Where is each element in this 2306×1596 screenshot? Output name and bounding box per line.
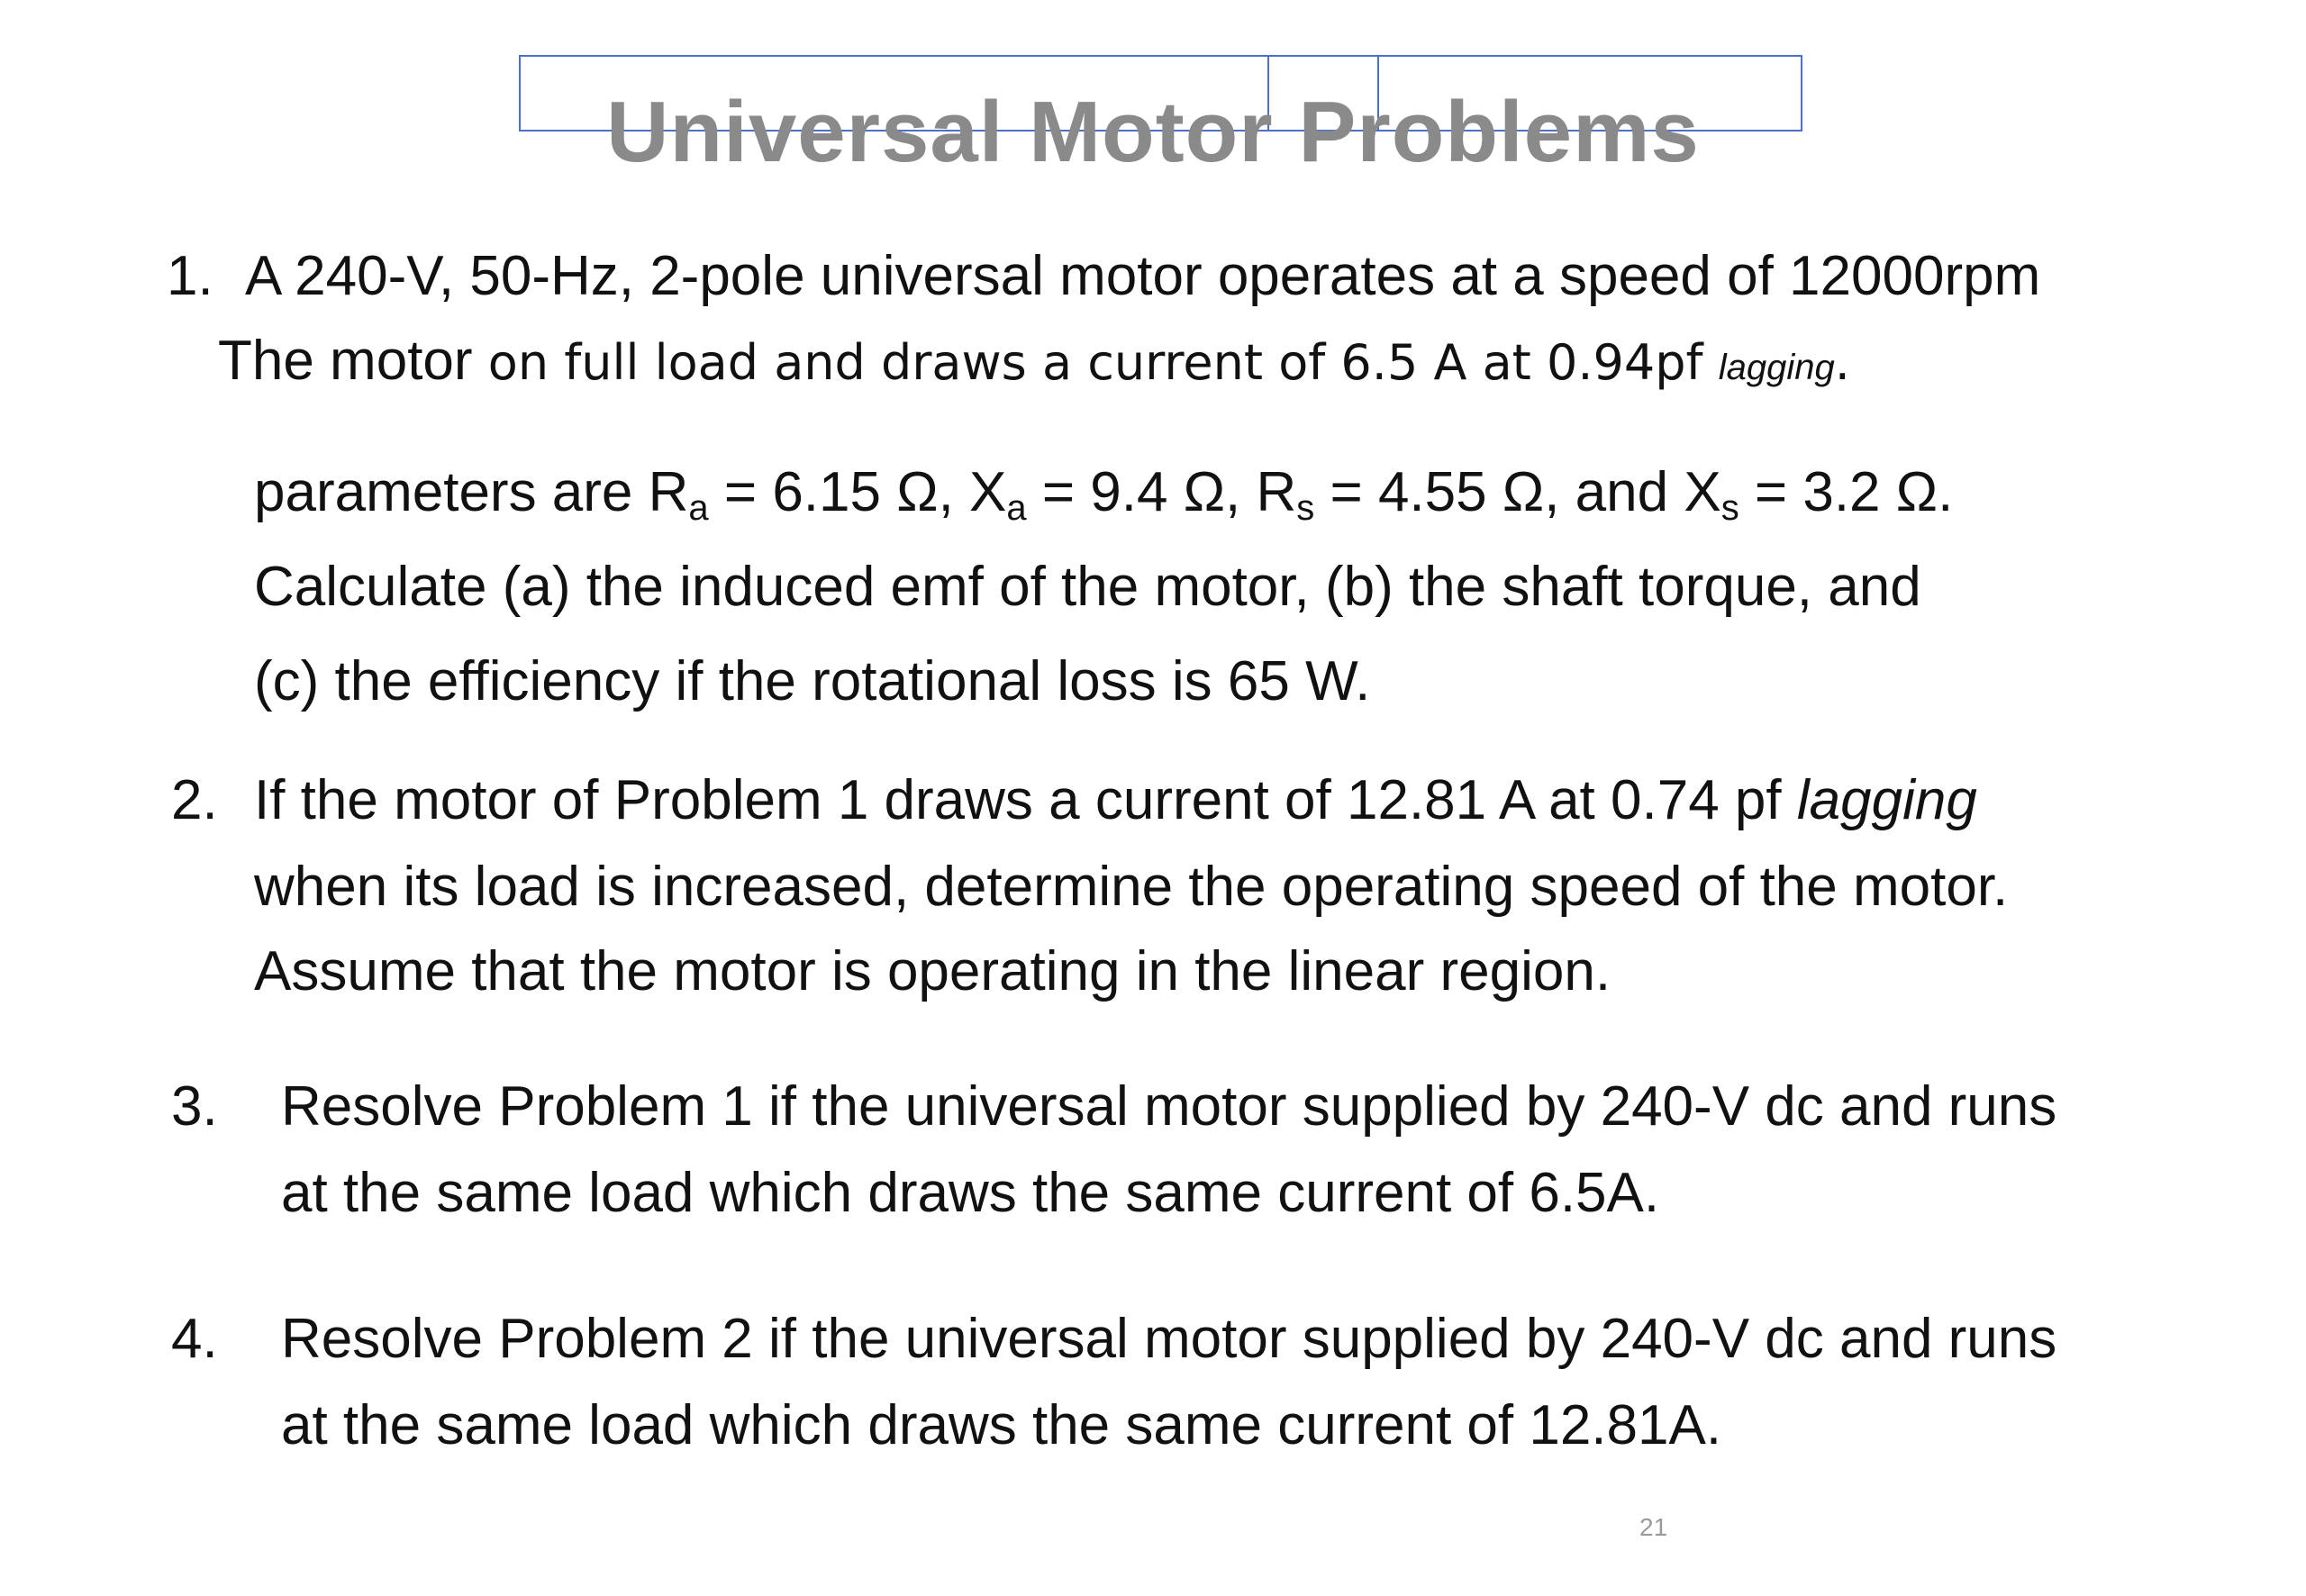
problem-2-number: 2. — [171, 769, 218, 831]
subscript: s — [1720, 488, 1739, 528]
text-segment: parameters are R — [254, 461, 689, 523]
problem-1-line-2-b: on full load and draws a current of 6.5 A at 0.94pf — [487, 334, 1719, 391]
problem-1-line-1: A 240-V, 50-Hz, 2-pole universal motor operates at a speed of 12000rpm — [245, 245, 2041, 307]
problem-2-line-3: Assume that the motor is operating in the linear region. — [254, 940, 1611, 1002]
problem-3-line-2: at the same load which draws the same current of 6.5A. — [281, 1162, 1660, 1224]
problem-1-line-2-a: The motor — [218, 330, 488, 392]
problem-4-line-2: at the same load which draws the same current of 12.81A. — [281, 1394, 1722, 1456]
problem-1-line-2-d: . — [1834, 334, 1850, 391]
problem-3-number: 3. — [171, 1075, 218, 1138]
slide-title: Universal Motor Problems — [606, 84, 1700, 180]
text-segment: = 3.2 Ω. — [1739, 461, 1954, 523]
problem-4-number: 4. — [171, 1308, 218, 1370]
subscript: a — [1006, 488, 1027, 528]
subscript: a — [688, 488, 709, 528]
problem-2-line-2: when its load is increased, determine the operating speed of the motor. — [254, 856, 2009, 918]
page-number: 21 — [1639, 1513, 1668, 1541]
problem-1-line-5: (c) the efficiency if the rotational loss is 65 W. — [254, 650, 1371, 712]
problem-1-number: 1. — [167, 245, 213, 307]
text-segment: = 6.15 Ω, X — [708, 461, 1007, 523]
problem-1-line-4: Calculate (a) the induced emf of the motor, (b) the shaft torque, and — [254, 556, 1921, 618]
text-segment-italic: lagging — [1796, 769, 1977, 831]
problem-4-line-1: Resolve Problem 2 if the universal motor supplied by 240-V dc and runs — [281, 1308, 2057, 1370]
subscript: s — [1296, 488, 1315, 528]
text-segment: If the motor of Problem 1 draws a current of 12.81 A at 0.74 pf — [254, 769, 1797, 831]
text-segment: = 4.55 Ω, and X — [1314, 461, 1721, 523]
problem-2-line-1 — [254, 769, 1977, 832]
problem-1-line-2 — [218, 330, 1850, 399]
problem-3-line-1: Resolve Problem 1 if the universal motor supplied by 240-V dc and runs — [281, 1075, 2057, 1138]
text-segment: = 9.4 Ω, R — [1026, 461, 1297, 523]
problem-1-line-2-c: lagging — [1718, 348, 1835, 387]
problem-1-line-3 — [254, 461, 1954, 528]
